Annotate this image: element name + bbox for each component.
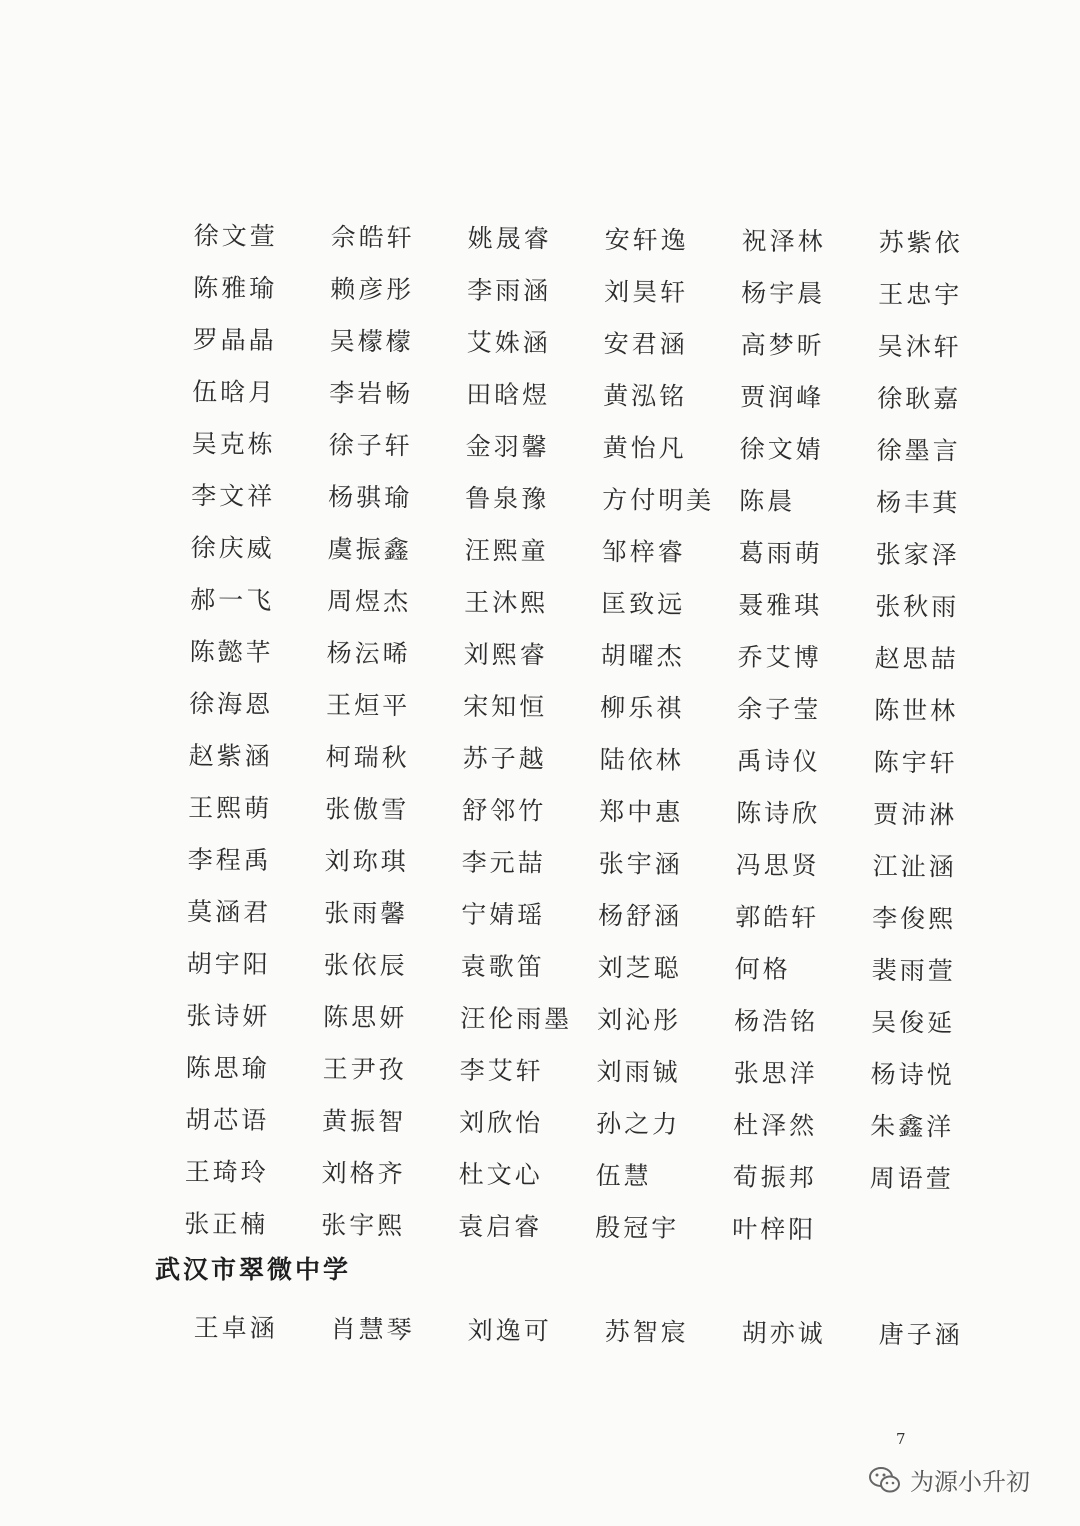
- student-name: 刘昊轩: [604, 277, 689, 307]
- student-name: 匡致远: [601, 589, 686, 619]
- student-name: 祝泽林: [741, 226, 826, 257]
- student-name: 胡曜杰: [600, 641, 685, 671]
- student-name: 杨浩铭: [734, 1006, 819, 1037]
- student-name: 胡亦诚: [741, 1318, 826, 1349]
- student-name: 何格: [734, 954, 791, 984]
- student-name: 肖慧琴: [330, 1314, 415, 1345]
- student-name: 高梦昕: [740, 330, 825, 361]
- student-name: 艾姝涵: [466, 327, 551, 358]
- student-name: 胡宇阳: [186, 949, 271, 979]
- student-name: 刘熙睿: [463, 639, 548, 670]
- student-name: 吴檬檬: [329, 326, 414, 357]
- student-name: 罗晶晶: [192, 325, 277, 355]
- page-number: 7: [896, 1430, 906, 1448]
- student-name: 张正楠: [184, 1209, 269, 1239]
- student-name: 田晗煜: [466, 379, 551, 410]
- student-name: 叶梓阳: [732, 1214, 817, 1245]
- student-name: 袁歌笛: [460, 951, 545, 982]
- student-name: 伍慧: [595, 1161, 652, 1191]
- student-name: 禹诗仪: [736, 746, 821, 777]
- student-name: 李雨涵: [467, 275, 552, 306]
- student-name: 王卓涵: [193, 1313, 278, 1343]
- student-name: 黄怡凡: [602, 433, 687, 463]
- student-name: 杨骐瑜: [328, 482, 413, 513]
- school-name-list: [180, 1302, 1000, 1362]
- student-name: 殷冠宇: [595, 1213, 680, 1243]
- student-name: 王尹孜: [322, 1054, 407, 1085]
- student-name: 郑中惠: [599, 797, 684, 827]
- student-name: 安轩逸: [604, 225, 689, 255]
- wechat-icon: [868, 1465, 902, 1495]
- student-name: 安君涵: [603, 329, 688, 359]
- student-name: 杨诗悦: [870, 1059, 955, 1090]
- student-name: 王烜平: [326, 690, 411, 721]
- student-name: 刘格齐: [321, 1158, 406, 1189]
- student-name: 陆依林: [599, 745, 684, 775]
- student-name: 唐子涵: [878, 1319, 963, 1350]
- student-name: 宁婧瑶: [461, 899, 546, 930]
- student-name: 苏紫依: [878, 227, 963, 258]
- student-name: 徐文萱: [193, 221, 278, 251]
- student-name: 张雨馨: [324, 898, 409, 929]
- student-name: 杨舒涵: [598, 901, 683, 931]
- student-name: 王沐熙: [464, 587, 549, 618]
- student-name: 吴克栋: [191, 429, 276, 459]
- student-name: 柳乐祺: [600, 693, 685, 723]
- student-name: 陈宇轩: [873, 747, 958, 778]
- student-name: 虞振鑫: [327, 534, 412, 565]
- student-name: 张秋雨: [875, 591, 960, 622]
- student-name: 舒邻竹: [462, 795, 547, 826]
- student-name: 张思洋: [733, 1058, 818, 1089]
- student-name: 张家泽: [875, 539, 960, 570]
- student-name: 徐海恩: [189, 689, 274, 719]
- student-name: 孙之力: [596, 1109, 681, 1139]
- student-name: 胡芯语: [185, 1105, 270, 1135]
- student-name: 佘皓轩: [330, 222, 415, 253]
- student-name: 贾润峰: [740, 382, 825, 413]
- student-name: 刘欣怡: [459, 1107, 544, 1138]
- student-name: 金羽馨: [465, 431, 550, 462]
- student-name: 陈懿芊: [189, 637, 274, 667]
- student-name: 杜泽然: [733, 1110, 818, 1141]
- student-name: 陈思瑜: [185, 1053, 270, 1083]
- student-name: 汪伦雨墨: [460, 1003, 573, 1034]
- student-name: 张诗妍: [186, 1001, 271, 1031]
- student-name: 王熙萌: [188, 793, 273, 823]
- student-name: 周语萱: [869, 1163, 954, 1194]
- student-name: 朱鑫洋: [870, 1111, 955, 1142]
- student-name: 苏子越: [462, 743, 547, 774]
- student-name: 刘逸可: [467, 1315, 552, 1346]
- student-name: 裴雨萱: [871, 955, 956, 986]
- student-name: 伍晗月: [192, 377, 277, 407]
- student-name: 聂雅琪: [738, 590, 823, 621]
- school-heading: 武汉市翠微中学: [155, 1255, 352, 1284]
- student-name: 张傲雪: [325, 794, 410, 825]
- student-name: 王琦玲: [184, 1157, 269, 1187]
- student-name: 陈晨: [739, 486, 796, 516]
- student-name: 江沚涵: [872, 851, 957, 882]
- student-name: 陈雅瑜: [193, 273, 278, 303]
- student-name: 赵思喆: [874, 643, 959, 674]
- student-name: 乔艾博: [737, 642, 822, 673]
- name-list: [170, 210, 1000, 1258]
- student-name: 吴沐轩: [877, 331, 962, 362]
- student-name: 苏智宸: [604, 1317, 689, 1347]
- student-name: 莫涵君: [187, 897, 272, 927]
- student-name: 邹梓睿: [601, 537, 686, 567]
- student-name: 王忠宇: [878, 279, 963, 310]
- student-name: 杨丰萁: [876, 487, 961, 518]
- student-name: 李程禹: [187, 845, 272, 875]
- student-name: 李俊熙: [872, 903, 957, 934]
- student-name: 张宇熙: [321, 1210, 406, 1241]
- student-name: 冯思贤: [735, 850, 820, 881]
- student-name: 李元喆: [461, 847, 546, 878]
- student-name: 宋知恒: [463, 691, 548, 722]
- student-name: 姚晟睿: [467, 223, 552, 254]
- student-name: 余子莹: [737, 694, 822, 725]
- student-name: 李文祥: [191, 481, 276, 511]
- student-name: 黄振智: [322, 1106, 407, 1137]
- student-name: 周煜杰: [327, 586, 412, 617]
- student-name: 张依辰: [323, 950, 408, 981]
- student-name: 柯瑞秋: [325, 742, 410, 773]
- student-name: 徐文婧: [739, 434, 824, 465]
- student-name: 杨沄晞: [326, 638, 411, 669]
- student-name: 刘雨铖: [596, 1057, 681, 1087]
- student-name: 鲁泉豫: [465, 483, 550, 514]
- student-name: 陈思妍: [323, 1002, 408, 1033]
- student-name: 徐墨言: [876, 435, 961, 466]
- watermark: [868, 1462, 1030, 1497]
- student-name: 黄泓铭: [603, 381, 688, 411]
- student-name: 赵紫涵: [188, 741, 273, 771]
- watermark-text: 为源小升初: [910, 1468, 1030, 1496]
- student-name: 袁启睿: [458, 1211, 543, 1242]
- student-name: 陈诗欣: [736, 798, 821, 829]
- student-name: 郝一飞: [190, 585, 275, 615]
- student-name: 李艾轩: [459, 1055, 544, 1086]
- student-name: 杨宇晨: [741, 278, 826, 309]
- student-name: 徐庆威: [190, 533, 275, 563]
- student-name: 刘芝聪: [597, 953, 682, 983]
- student-name: 杜文心: [458, 1159, 543, 1190]
- student-name: 赖彦彤: [330, 274, 415, 305]
- student-name: 刘珎琪: [324, 846, 409, 877]
- student-name: 刘沁彤: [597, 1005, 682, 1035]
- student-name: 葛雨萌: [738, 538, 823, 569]
- student-name: 陈世林: [874, 695, 959, 726]
- student-name: 李岩畅: [329, 378, 414, 409]
- student-name: 方付明美: [602, 485, 715, 516]
- student-name: 汪熙童: [464, 535, 549, 566]
- student-name: 郭皓轩: [735, 902, 820, 933]
- student-name: 张宇涵: [598, 849, 683, 879]
- student-name: 贾沛淋: [873, 799, 958, 830]
- student-name: 徐耿嘉: [877, 383, 962, 414]
- student-name: 吴俊延: [871, 1007, 956, 1038]
- student-name: 徐子轩: [328, 430, 413, 461]
- student-name: 荀振邦: [732, 1162, 817, 1193]
